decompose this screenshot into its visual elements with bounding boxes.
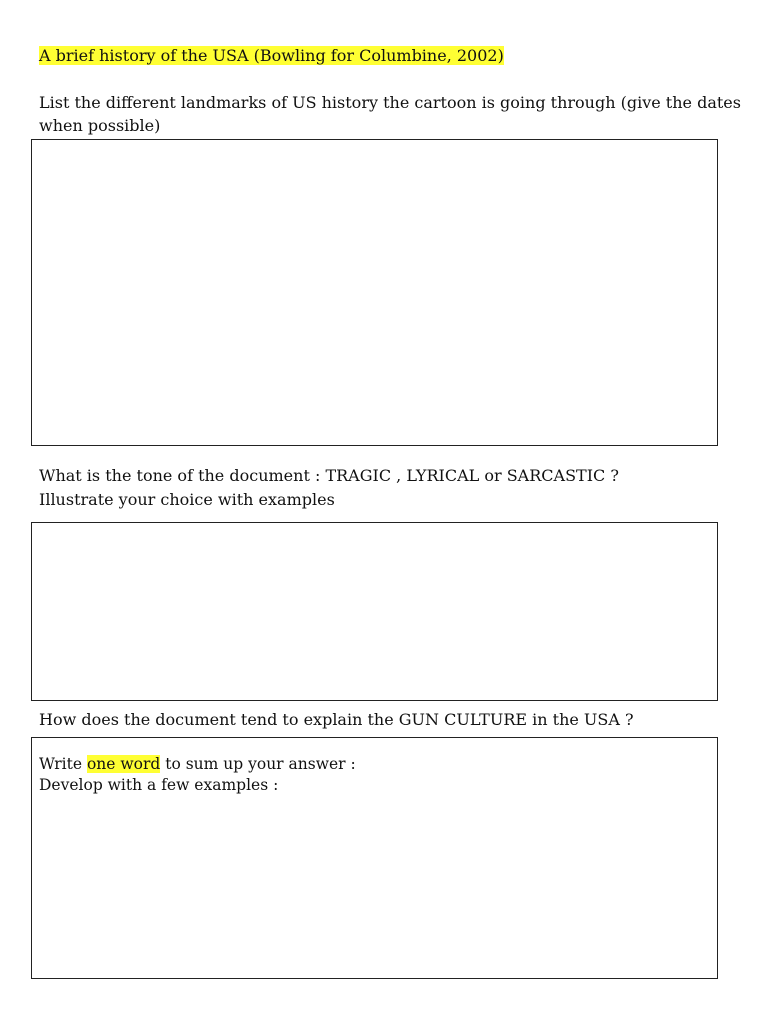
page-title xyxy=(39,44,504,67)
answer-box-landmarks[interactable] xyxy=(31,139,718,446)
question1-line2: when possible) xyxy=(39,116,161,135)
instruction-highlight: one word xyxy=(86,755,161,773)
answer-box-gun-culture[interactable] xyxy=(31,737,718,979)
question1-line1: List the different landmarks of US history the cartoon is going through (give the dates xyxy=(39,93,741,112)
answer-box-tone[interactable] xyxy=(31,522,718,701)
question3-line1: How does the document tend to explain the GUN CULTURE in the USA ? xyxy=(39,710,634,729)
instruction-before: Write xyxy=(39,755,87,773)
question2-line2: Illustrate your choice with examples xyxy=(39,490,335,509)
instruction-after: to sum up your answer : xyxy=(160,755,356,773)
box-instruction-one-word xyxy=(39,754,356,775)
box-instruction-develop: Develop with a few examples : xyxy=(39,776,279,794)
page-title-text: A brief history of the USA (Bowling for Columbine, 2002) xyxy=(39,46,504,65)
question2-line1: What is the tone of the document : TRAGIC , LYRICAL or SARCASTIC ? xyxy=(39,466,619,485)
